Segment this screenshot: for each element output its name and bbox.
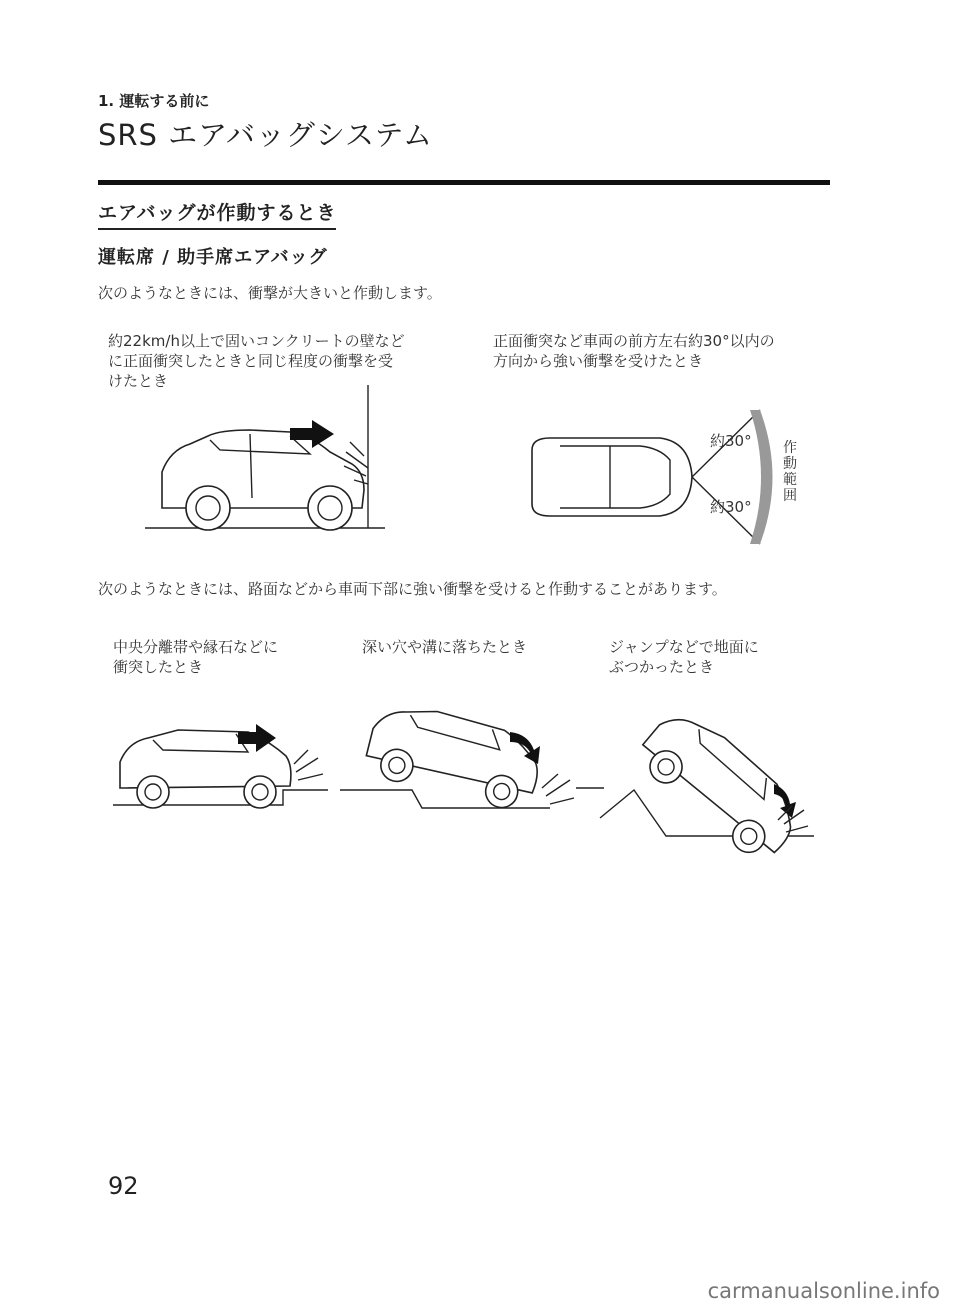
case-curb-caption <box>113 637 278 677</box>
range-char: 範 <box>783 472 797 488</box>
angle-label-upper: 約30° <box>710 432 752 450</box>
caption-line: ぶつかったとき <box>609 658 715 676</box>
subsection-heading: 運転席 / 助手席エアバッグ <box>98 247 328 268</box>
case-jump-caption <box>609 637 759 677</box>
caption-line: 正面衝突など車両の前方左右約30°以内の <box>493 332 775 350</box>
caption-line: 中央分離帯や縁石などに <box>113 638 279 656</box>
range-label <box>782 440 798 504</box>
case-hole-caption <box>362 637 527 657</box>
section-heading: エアバッグが作動するとき <box>98 198 336 230</box>
watermark[interactable]: carmanualsonline.info <box>707 1279 940 1303</box>
intro-text: 次のようなときには、衝撃が大きいと作動します。 <box>98 284 442 302</box>
breadcrumb: 1. 運転する前に <box>98 92 210 110</box>
caption-line: 方向から強い衝撃を受けたとき <box>493 352 704 370</box>
curb-collision-illustration <box>108 710 333 820</box>
range-char: 動 <box>783 456 797 472</box>
caption-line: ジャンプなどで地面に <box>609 638 759 656</box>
caption-line: 約22km/h以上で固いコンクリートの壁など <box>108 332 405 350</box>
case-angle-caption <box>493 331 775 371</box>
page-title: SRS エアバッグシステム <box>98 118 433 152</box>
hole-drop-illustration <box>338 700 606 830</box>
caption-line: 深い穴や溝に落ちたとき <box>362 638 528 656</box>
caption-line: に正面衝突したときと同じ程度の衝撃を受 <box>108 352 394 370</box>
wall-collision-illustration <box>140 380 390 540</box>
page-number: 92 <box>108 1172 139 1200</box>
title-rule <box>98 180 830 185</box>
road-intro-text: 次のようなときには、路面などから車両下部に強い衝撃を受けると作動することがあります。 <box>98 580 727 598</box>
range-char: 囲 <box>783 488 797 504</box>
caption-line: 衝突したとき <box>113 658 204 676</box>
caption-line: けたとき <box>108 372 169 390</box>
jump-landing-illustration <box>598 706 818 842</box>
range-char: 作 <box>783 440 797 456</box>
angle-label-lower: 約30° <box>710 498 752 516</box>
